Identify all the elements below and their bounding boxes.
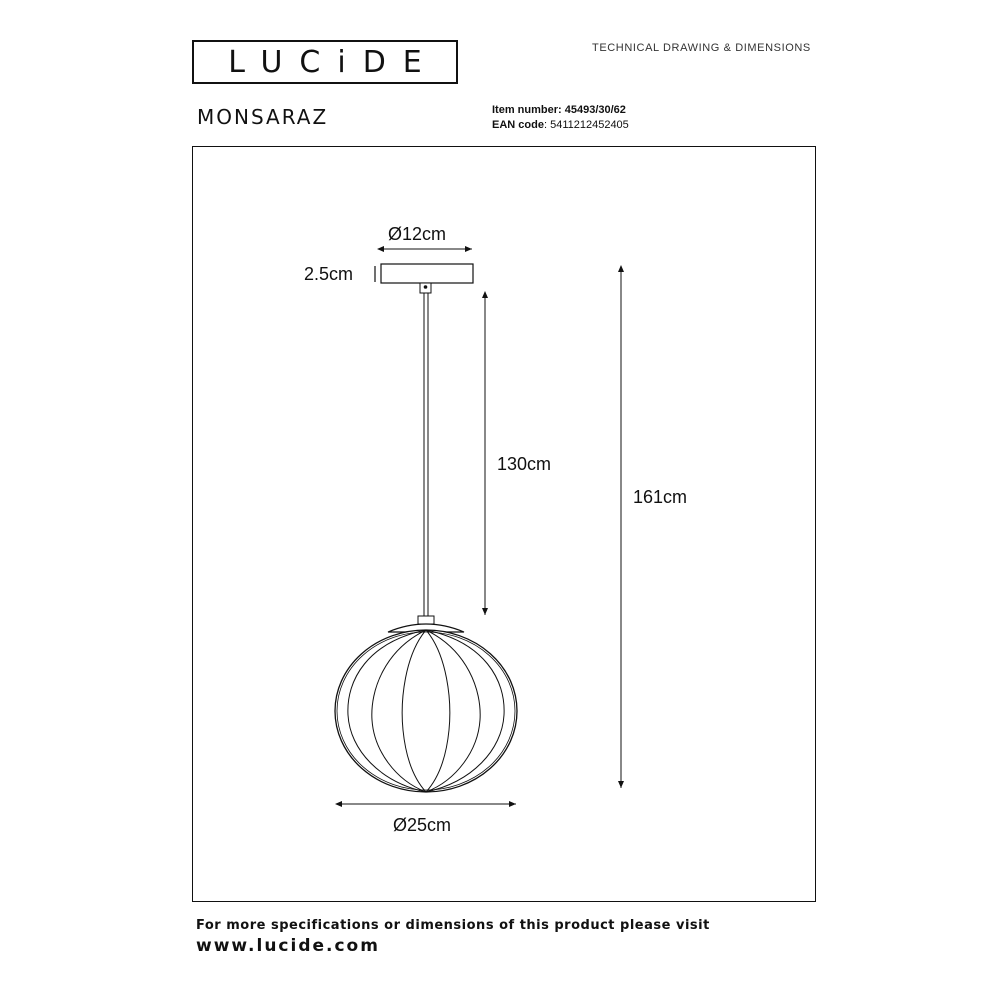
total-height-label: 161cm [633,487,688,507]
lamp-holder [418,616,434,624]
brand-logo-text: LUCiDE [228,45,439,80]
globe-shade [335,630,517,792]
website-link[interactable]: www.lucide.com [196,936,380,956]
connector-screw [424,285,428,289]
canopy-height-label: 2.5cm [304,264,354,284]
cable-length-label: 130cm [497,454,552,474]
ean-value: : 5411212452405 [543,119,629,131]
canopy-diameter-label: Ø12cm [388,224,447,244]
item-number-label: Item number: [492,104,562,116]
shade-diameter-label: Ø25cm [393,815,452,835]
canopy [381,264,473,283]
ean-label: EAN code [492,119,544,131]
document-type: TECHNICAL DRAWING & DIMENSIONS [592,42,811,54]
item-number-value: 45493/30/62 [564,104,626,116]
footer-info-text: For more specifications or dimensions of this product please visit [196,918,710,933]
product-name: MONSARAZ [197,105,329,129]
